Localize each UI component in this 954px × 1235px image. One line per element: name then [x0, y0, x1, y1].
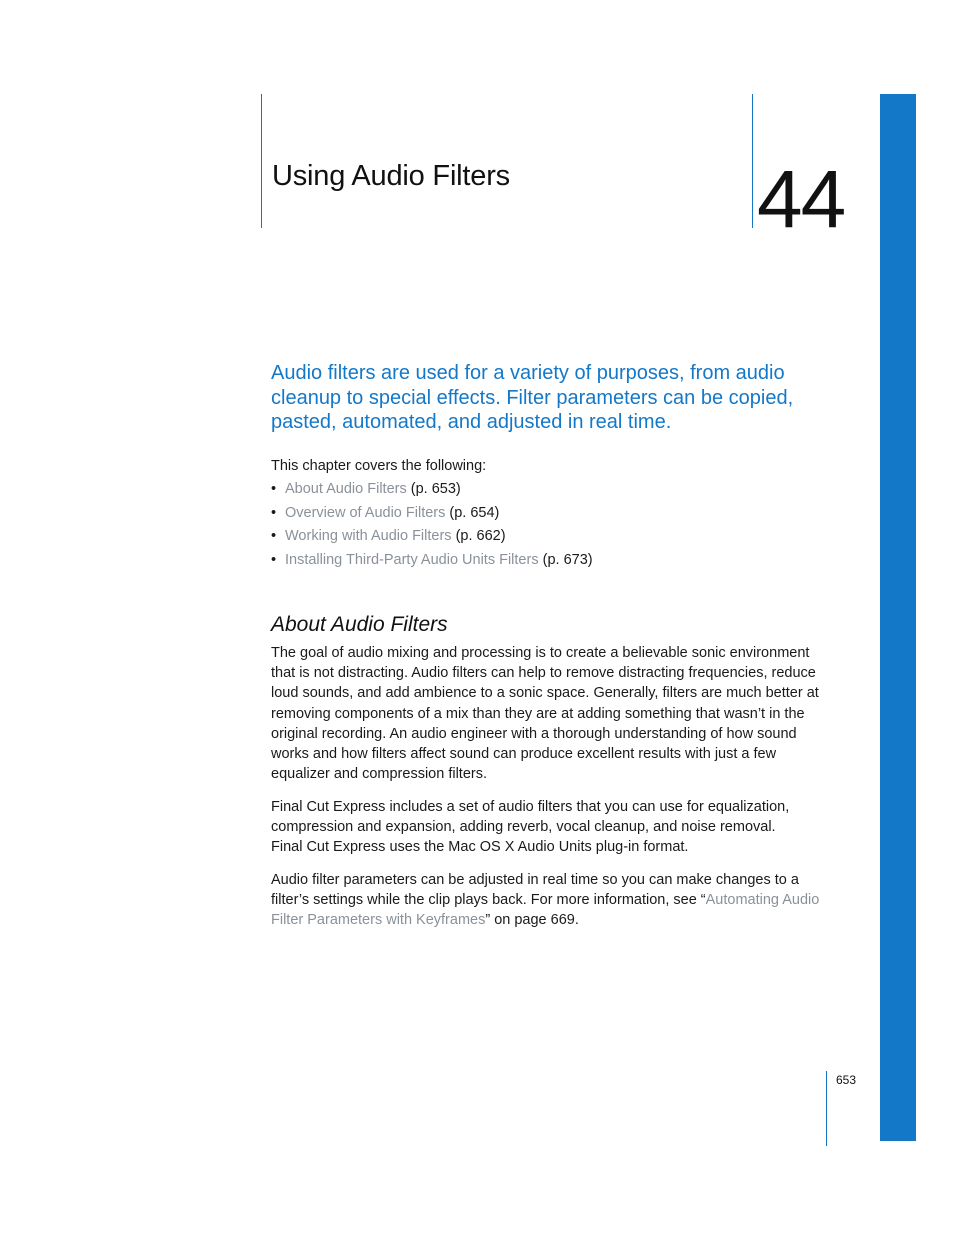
toc-link-overview-of-audio-filters[interactable]: Overview of Audio Filters [285, 504, 446, 521]
body-text: ” on page 669. [485, 912, 579, 929]
body-text: Final Cut Express uses the Mac OS X Audio Units plug-in format. [271, 839, 689, 856]
list-item [271, 526, 593, 550]
body-paragraph [271, 870, 823, 931]
body-text: Audio filter parameters can be adjusted in real time so you can make changes to a filter’s settings while the clip plays back. For more information, see “ [271, 872, 799, 909]
toc-link-working-with-audio-filters[interactable]: Working with Audio Filters [285, 528, 452, 544]
list-item [271, 503, 593, 527]
body-paragraph: The goal of audio mixing and processing is to create a believable sonic environment that is not distracting. Audio filters can help to remove distracting frequencies, reduce loud sounds, and add ambience to a sonic space. Generally, filters are much better at removing components of a mix than they are at adding something that wasn’t in the original recording. An audio engineer with a thorough understanding of how sound works and how filters affect sound can produce excellent results with just a few equalizer and compression filters. [271, 645, 819, 783]
chapter-number: 44 [757, 154, 845, 245]
chapter-contents-list [271, 479, 593, 573]
bullet: • [271, 528, 277, 544]
title-rule-left [261, 94, 262, 228]
toc-page-ref: (p. 653) [406, 481, 461, 497]
bullet: • [271, 551, 277, 568]
toc-link-installing-audio-units-filters[interactable]: Installing Third-Party Audio Units Filters [285, 551, 539, 568]
footer-rule [826, 1071, 827, 1146]
list-item [271, 479, 593, 503]
toc-link-about-audio-filters[interactable]: About Audio Filters [285, 481, 407, 497]
chapter-title: Using Audio Filters [272, 160, 510, 192]
body-text: Final Cut Express includes a set of audio filters that you can use for equalization, compression and expansion, adding reverb, vocal cleanup, and noise removal. [271, 799, 790, 836]
toc-page-ref: (p. 673) [538, 551, 593, 568]
page-number: 653 [836, 1073, 857, 1087]
chapter-intro: Audio filters are used for a variety of purposes, from audio cleanup to special effects. Filter parameters can be copied, pasted, automated, and adjusted in real time. [271, 362, 794, 433]
bullet: • [271, 504, 277, 521]
toc-page-ref: (p. 654) [445, 504, 500, 521]
chapter-tab [880, 94, 916, 1141]
covers-label: This chapter covers the following: [271, 458, 487, 474]
list-item [271, 550, 593, 574]
title-rule-right [752, 94, 753, 228]
bullet: • [271, 481, 277, 497]
toc-page-ref: (p. 662) [451, 528, 506, 544]
section-heading: About Audio Filters [271, 613, 448, 636]
cross-reference-link[interactable]: Automating Audio Filter Parameters with Keyframes [271, 892, 820, 929]
body-paragraph [271, 797, 823, 858]
